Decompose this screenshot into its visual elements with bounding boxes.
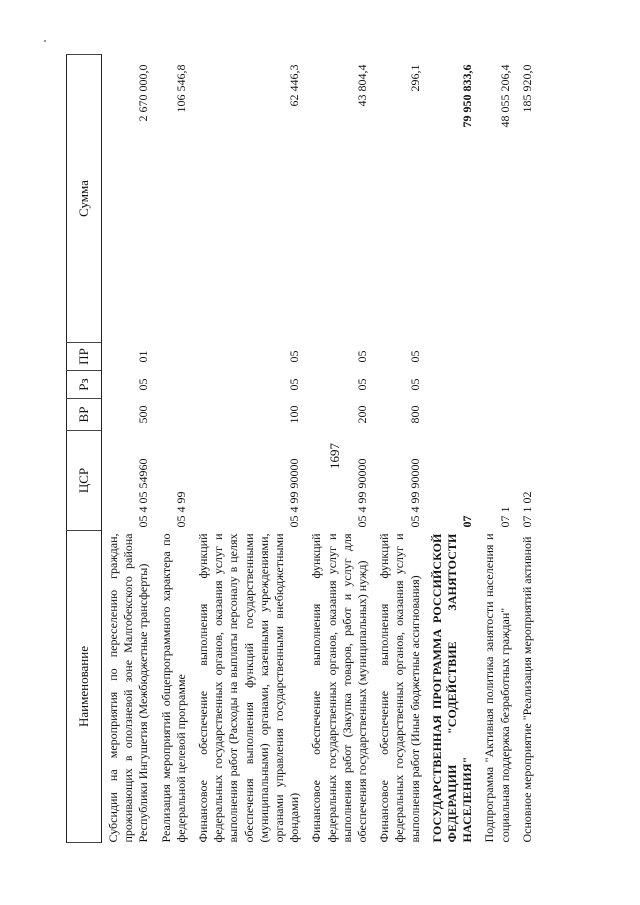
header-sum: Сумма <box>67 55 102 343</box>
row-vr: 100 <box>287 405 302 424</box>
budget-table <box>66 54 538 843</box>
table-row <box>155 55 192 843</box>
table-row <box>516 55 538 843</box>
row-sum: 106 546,8 <box>173 64 188 113</box>
row-sum: 48 055 206,4 <box>497 64 512 128</box>
row-rz <box>516 371 538 399</box>
row-pr <box>478 343 515 371</box>
table-row <box>102 55 155 843</box>
row-csr: 05 4 05 54960 <box>136 458 151 528</box>
row-pr <box>155 343 192 371</box>
row-pr: 05 <box>355 350 370 363</box>
row-csr: 05 4 99 90000 <box>407 458 422 528</box>
row-rz: 05 <box>407 378 422 391</box>
row-name: Финансовое обеспечение выполнения функций федеральных государственных органов, оказания услуг и выполнения работ (Расходы на выплаты персоналу в целях обеспечения выполнения функций государственными (муниципальными) органами, казенными учреждениями, органами управления государственными внебюджетными фондами) <box>196 533 302 843</box>
table-header-row <box>67 55 102 843</box>
row-rz: 05 <box>287 378 302 391</box>
row-sum: 296,1 <box>407 64 422 92</box>
row-csr: 07 1 02 <box>519 491 534 528</box>
row-sum: 43 804,4 <box>355 64 370 107</box>
row-csr: 07 <box>460 515 475 528</box>
row-vr: 800 <box>407 405 422 424</box>
header-rz: Рз <box>67 371 102 399</box>
page-number: 1697 <box>327 443 342 469</box>
row-sum: 62 446,3 <box>287 64 302 107</box>
row-vr: 500 <box>136 405 151 424</box>
row-rz <box>478 371 515 399</box>
row-name: Подпрограмма "Активная политика занятости населения и социальная поддержка безработных граждан" <box>482 533 512 843</box>
row-pr: 05 <box>287 350 302 363</box>
row-csr: 07 1 <box>497 506 512 528</box>
row-name: Финансовое обеспечение выполнения функций федеральных государственных органов, оказания услуг и выполнения работ (Иные бюджетные ассигнования) <box>377 533 422 843</box>
table-row-program <box>426 55 479 843</box>
row-pr <box>516 343 538 371</box>
row-vr <box>516 399 538 431</box>
header-vr: ВР <box>67 399 102 431</box>
row-pr <box>426 343 479 371</box>
row-sum: 2 670 000,0 <box>136 64 151 122</box>
table-row <box>192 55 305 843</box>
row-name: Субсидии на мероприятия по переселению граждан, проживающих в оползневой зоне Малгобекского района Республики Ингушетия (Межбюджетные трансферты) <box>106 533 151 843</box>
row-vr <box>478 399 515 431</box>
row-vr <box>426 399 479 431</box>
row-vr <box>155 399 192 431</box>
row-sum: 185 920,0 <box>519 64 534 113</box>
scan-speck <box>44 40 46 42</box>
row-vr: 200 <box>355 405 370 424</box>
row-rz: 05 <box>136 378 151 391</box>
row-rz: 05 <box>355 378 370 391</box>
row-pr: 05 <box>407 350 422 363</box>
budget-table-container <box>66 55 606 843</box>
row-name: Реализация мероприятий общепрограммного характера по федеральной целевой программе <box>158 533 188 843</box>
header-name: Наименование <box>67 531 102 843</box>
table-row <box>373 55 426 843</box>
row-rz <box>155 371 192 399</box>
table-row <box>478 55 515 843</box>
header-csr: ЦСР <box>67 431 102 531</box>
row-rz <box>426 371 479 399</box>
row-csr: 05 4 99 <box>173 491 188 528</box>
table-row <box>305 55 373 843</box>
row-name: ГОСУДАРСТВЕННАЯ ПРОГРАММА РОССИЙСКОЙ ФЕДЕРАЦИИ "СОДЕЙСТВИЕ ЗАНЯТОСТИ НАСЕЛЕНИЯ" <box>429 533 475 843</box>
row-sum: 79 950 833,6 <box>460 64 475 128</box>
row-csr: 05 4 99 90000 <box>287 458 302 528</box>
header-pr: ПР <box>67 343 102 371</box>
row-name: Финансовое обеспечение выполнения функций федеральных государственных органов, оказания услуг и выполнения работ (Закупка товаров, работ и услуг для обеспечения государственных (муниципальных) нужд) <box>309 533 370 843</box>
row-csr: 05 4 99 90000 <box>355 458 370 528</box>
row-pr: 01 <box>136 350 151 363</box>
row-name: Основное мероприятие "Реализация мероприятий активной <box>519 536 534 843</box>
